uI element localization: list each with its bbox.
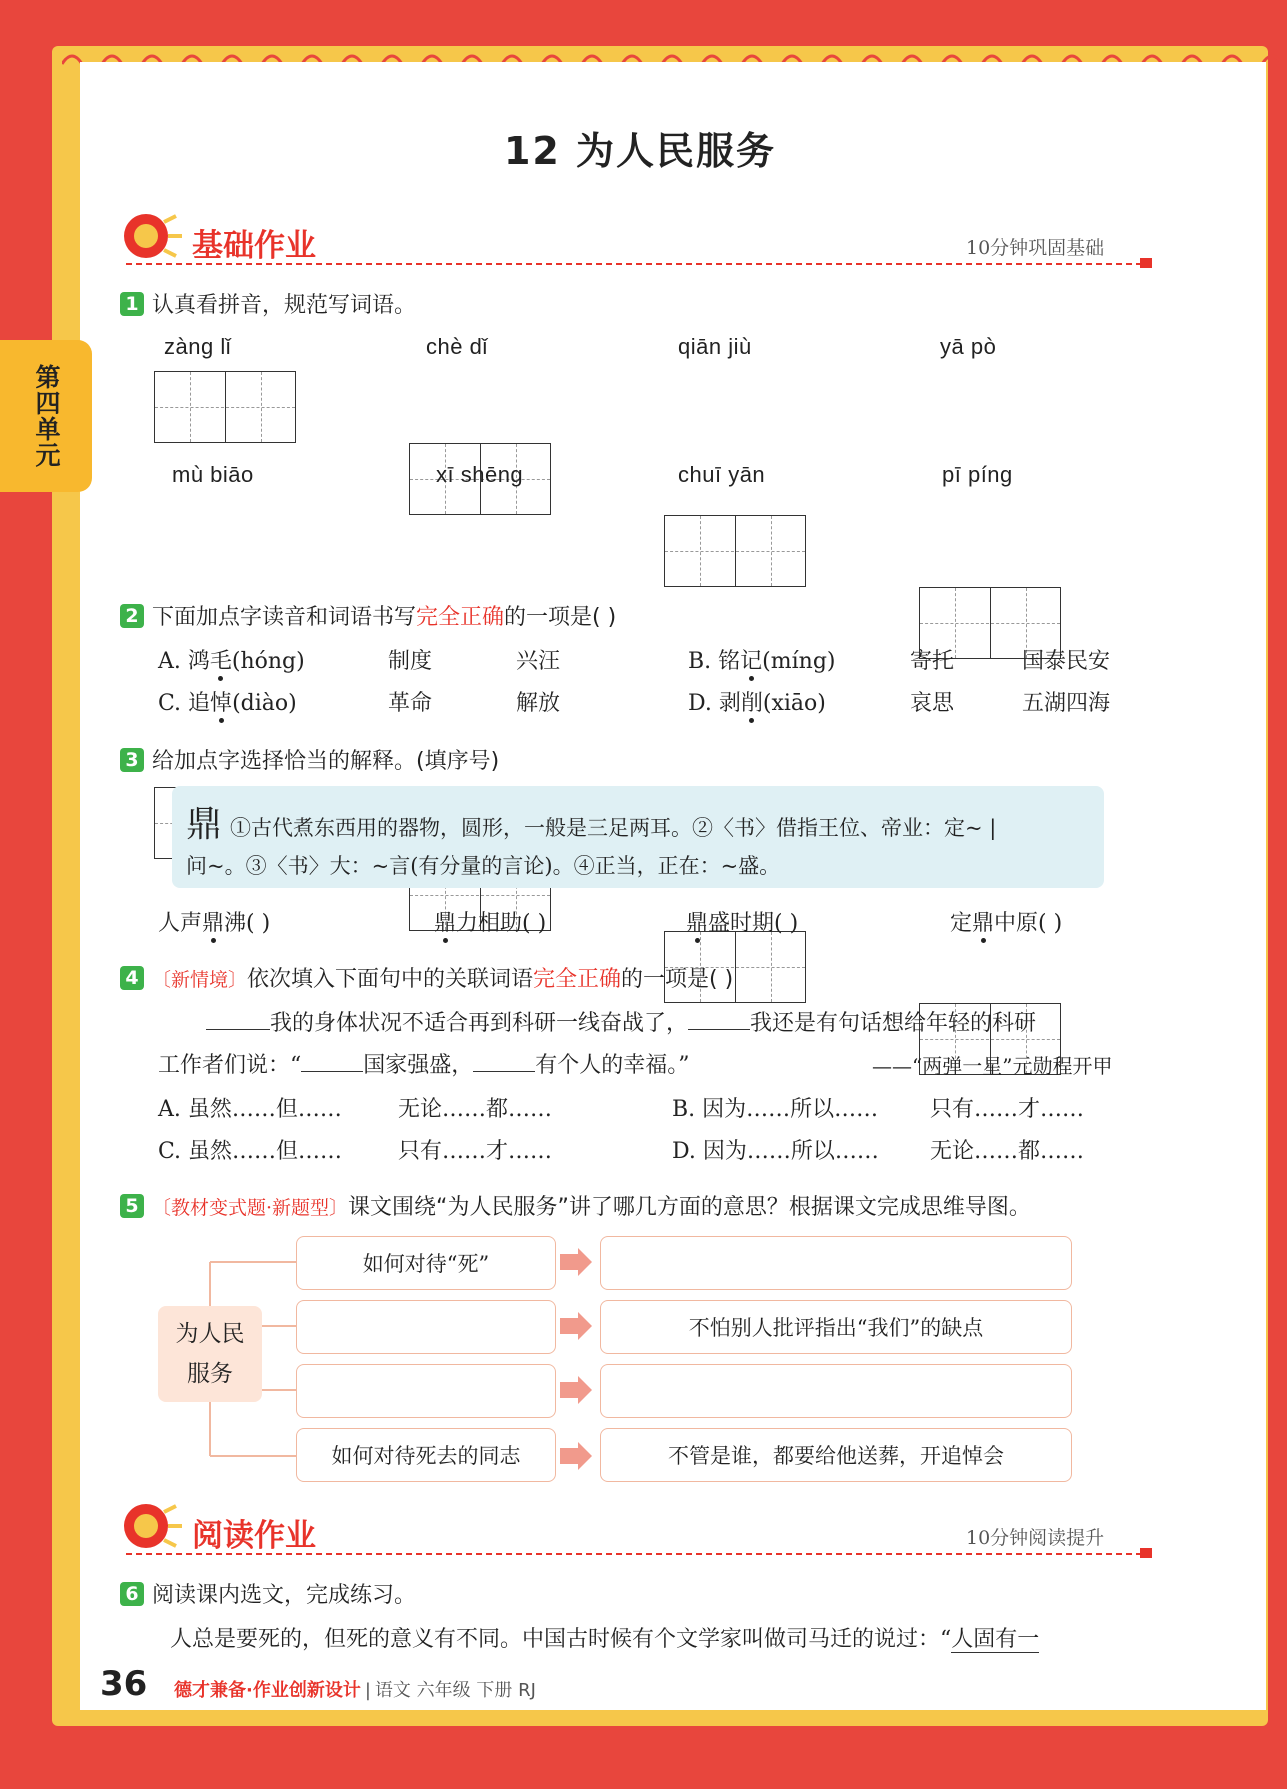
option-alt: 无论……都…… [398, 1097, 553, 1122]
pinyin-label: chuī yān [678, 462, 766, 487]
mindmap-left-node[interactable] [296, 1300, 556, 1354]
reading-passage: 人总是要死的，但死的意义有不同。中国古时候有个文学家叫做司马迁的说过：“人固有一 [170, 1627, 1040, 1652]
section-divider [126, 1553, 1142, 1555]
mindmap-root: 为人民 服务 [158, 1306, 262, 1402]
question-4: 4 〔新情境〕依次填入下面句中的关联词语完全正确的一项是( ) [120, 962, 733, 993]
question-number: 2 [120, 604, 144, 628]
bell-icon [116, 1498, 186, 1554]
writing-grid[interactable] [664, 515, 806, 587]
option-alt: 无论……都…… [930, 1139, 1085, 1164]
question-number: 3 [120, 748, 144, 772]
question-1: 1 认真看拼音，规范写词语。 [120, 288, 416, 319]
bell-icon [116, 208, 186, 264]
option-word: 解放 [516, 691, 561, 716]
option-a[interactable]: A. 鸿毛(hóng) [158, 649, 305, 674]
divider-endcap [1140, 1548, 1152, 1558]
option-word: 寄托 [910, 649, 955, 674]
option-d[interactable]: D. 因为……所以…… [672, 1139, 879, 1164]
option-d[interactable]: D. 剥削(xiāo) [688, 691, 826, 716]
writing-grid[interactable] [154, 371, 296, 443]
blank[interactable] [473, 1071, 535, 1072]
question-2: 2 下面加点字读音和词语书写完全正确的一项是( ) [120, 600, 616, 631]
mindmap-right-node[interactable]: 不管是谁，都要给他送葬，开追悼会 [600, 1428, 1072, 1482]
page-number: 36 [100, 1664, 148, 1704]
section-note-reading: 10分钟阅读提升 [966, 1527, 1105, 1549]
option-b[interactable]: B. 铭记(míng) [688, 649, 836, 674]
question-number: 1 [120, 292, 144, 316]
section-divider [126, 263, 1142, 265]
blank[interactable] [688, 1029, 750, 1030]
mindmap-left-node[interactable]: 如何对待死去的同志 [296, 1428, 556, 1482]
pinyin-label: yā pò [940, 334, 997, 359]
mindmap-right-node[interactable] [600, 1364, 1072, 1418]
footer-info: 德才兼备·作业创新设计 | 语文 六年级 下册 RJ [174, 1680, 536, 1701]
pinyin-label: pī píng [942, 462, 1013, 487]
pinyin-label: mù biāo [172, 462, 254, 487]
option-word: 国泰民安 [1022, 649, 1111, 674]
passage-line: 工作者们说：“ 国家强盛， 有个人的幸福。” [158, 1053, 690, 1078]
mindmap-right-node[interactable]: 不怕别人批评指出“我们”的缺点 [600, 1300, 1072, 1354]
option-a[interactable]: A. 虽然……但…… [158, 1097, 342, 1122]
option-alt: 只有……才…… [930, 1097, 1085, 1122]
fill-item[interactable]: 鼎力相助( ) [434, 911, 547, 936]
question-number: 4 [120, 966, 144, 990]
option-c[interactable]: C. 追悼(diào) [158, 691, 297, 716]
option-word: 五湖四海 [1022, 691, 1111, 716]
question-tag: 〔新情境〕 [152, 969, 248, 991]
definition-line: ①古代煮东西用的器物，圆形，一般是三足两耳。②〈书〉借指王位、帝业：定~ | [230, 816, 997, 840]
pinyin-label: xī shēng [436, 462, 524, 487]
blank[interactable] [206, 1029, 270, 1030]
blank[interactable] [301, 1071, 363, 1072]
fill-item[interactable]: 鼎盛时期( ) [686, 911, 799, 936]
mindmap-left-node[interactable]: 如何对待“死” [296, 1236, 556, 1290]
passage-line: 我的身体状况不适合再到科研一线奋战了， 我还是有句话想给年轻的科研 [158, 1006, 1036, 1037]
section-note-basic: 10分钟巩固基础 [966, 237, 1105, 259]
unit-tab: 第四单元 [0, 340, 92, 492]
option-word: 革命 [388, 691, 433, 716]
question-tag: 〔教材变式题·新题型〕 [152, 1197, 349, 1219]
option-word: 哀思 [910, 691, 955, 716]
pinyin-label: chè dǐ [426, 334, 488, 359]
fill-item[interactable]: 定鼎中原( ) [950, 911, 1063, 936]
option-c[interactable]: C. 虽然……但…… [158, 1139, 343, 1164]
question-number: 6 [120, 1582, 144, 1606]
definition-char: 鼎 [186, 804, 223, 845]
question-5: 5 〔教材变式题·新题型〕课文围绕“为人民服务”讲了哪几方面的意思？根据课文完成思维导图。 [120, 1190, 1031, 1221]
quote-source: ——“两弹一星”元勋程开甲 [872, 1054, 1113, 1078]
divider-endcap [1140, 258, 1152, 268]
option-b[interactable]: B. 因为……所以…… [672, 1097, 879, 1122]
definition-line: 问~。③〈书〉大：~言(有分量的言论)。④正当，正在：~盛。 [186, 854, 781, 878]
pinyin-label: zàng lǐ [164, 334, 232, 359]
pinyin-label: qiān jiù [678, 334, 752, 359]
lesson-title: 12 为人民服务 [503, 129, 777, 173]
mindmap-left-node[interactable] [296, 1364, 556, 1418]
option-alt: 只有……才…… [398, 1139, 553, 1164]
question-6: 6 阅读课内选文，完成练习。 [120, 1578, 416, 1609]
option-word: 制度 [388, 649, 433, 674]
option-word: 兴汪 [516, 649, 561, 674]
mindmap-right-node[interactable] [600, 1236, 1072, 1290]
question-number: 5 [120, 1194, 144, 1218]
section-heading-basic: 基础作业 [192, 228, 316, 264]
question-3: 3 给加点字选择恰当的解释。(填序号) [120, 744, 499, 775]
section-heading-reading: 阅读作业 [192, 1518, 316, 1554]
fill-item[interactable]: 人声鼎沸( ) [158, 911, 271, 936]
